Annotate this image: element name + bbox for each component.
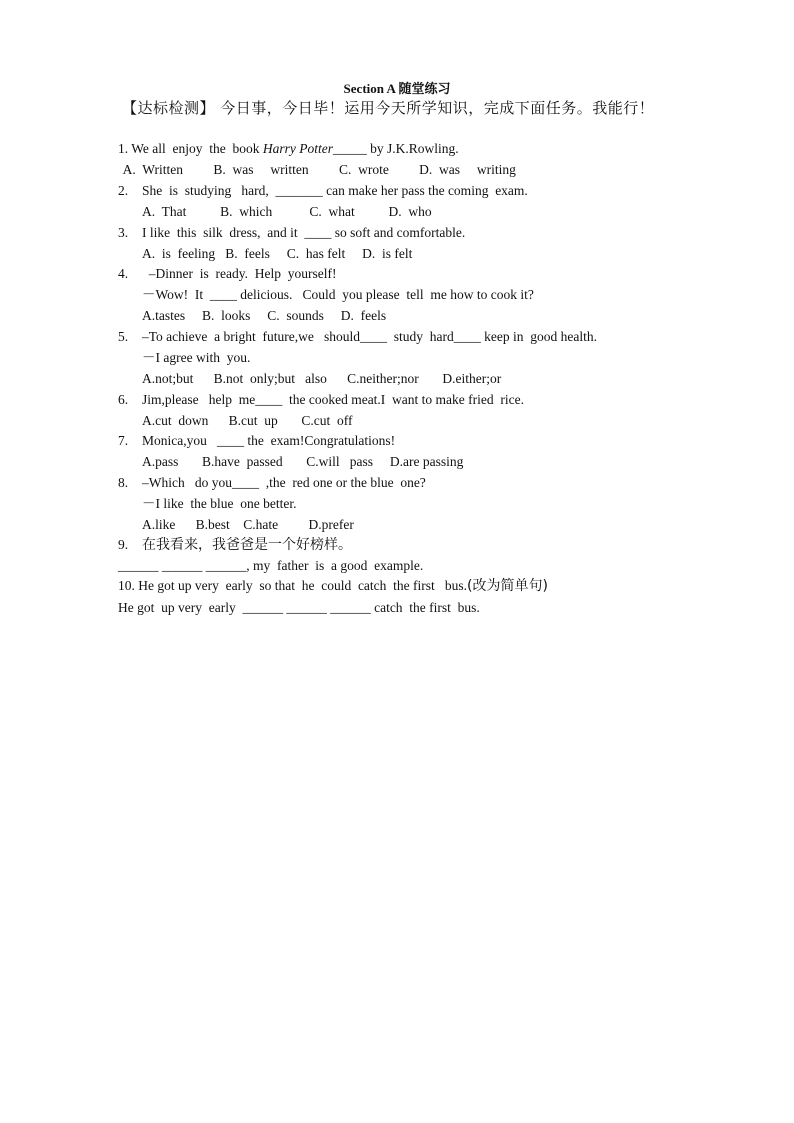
question-1-options: A. Written B. was written C. wrote D. was writing — [120, 162, 516, 177]
question-10 — [118, 577, 548, 595]
question-7-options: A.pass B.have passed C.will pass D.are passing — [142, 454, 464, 469]
question-5-options: A.not;but B.not only;but also C.neither;nor D.either;or — [142, 371, 502, 386]
question-5-reply: －I agree with you. — [142, 350, 251, 365]
question-10-answer-line: He got up very early ______ ______ ______ catch the first bus. — [118, 600, 480, 615]
question-10-instruction: (改为简单句) — [467, 578, 548, 594]
question-9-stem: 在我看来，我爸爸是一个好榜样。 — [142, 537, 352, 553]
page-title: Section A 随堂练习 — [343, 81, 451, 96]
question-4-reply: －Wow! It ____ delicious. Could you please tell me how to cook it? — [142, 287, 534, 302]
question-6-number: 6. — [118, 392, 129, 407]
question-2-stem: She is studying hard, _______ can make her pass the coming exam. — [142, 183, 528, 198]
question-4-stem: –Dinner is ready. Help yourself! — [142, 266, 337, 281]
question-8-options: A.like B.best C.hate D.prefer — [142, 517, 354, 532]
question-9-answer-line: ______ ______ ______, my father is a good example. — [118, 558, 424, 573]
question-6-options: A.cut down B.cut up C.cut off — [142, 413, 353, 428]
question-4-number: 4. — [118, 266, 129, 281]
question-7-stem: Monica,you ____ the exam!Congratulations! — [142, 433, 396, 448]
question-1-book-title: Harry Potter — [262, 141, 334, 156]
question-3-options: A. is feeling B. feels C. has felt D. is felt — [142, 246, 413, 261]
question-8-reply: －I like the blue one better. — [142, 496, 297, 511]
question-1-stem-post: _____ by J.K.Rowling. — [333, 141, 459, 156]
question-2-options: A. That B. which C. what D. who — [142, 204, 432, 219]
question-9-number: 9. — [118, 537, 129, 552]
question-8-number: 8. — [118, 475, 129, 490]
question-1 — [118, 140, 459, 158]
question-10-stem: 10. He got up very early so that he could catch the first bus. — [118, 578, 468, 593]
question-3-number: 3. — [118, 225, 129, 240]
question-7-number: 7. — [118, 433, 129, 448]
question-4-options: A.tastes B. looks C. sounds D. feels — [142, 308, 387, 323]
page-subtitle: 【达标检测】 今日事，今日毕！运用今天所学知识，完成下面任务。我能行！ — [122, 99, 655, 117]
question-2-number: 2. — [118, 183, 129, 198]
question-8-stem: –Which do you____ ,the red one or the blue one? — [142, 475, 426, 490]
question-6-stem: Jim,please help me____ the cooked meat.I want to make fried rice. — [142, 392, 524, 407]
question-5-stem: –To achieve a bright future,we should____ study hard____ keep in good health. — [142, 329, 597, 344]
question-1-stem-pre: 1. We all enjoy the book — [118, 141, 263, 156]
question-3-stem: I like this silk dress, and it ____ so soft and comfortable. — [142, 225, 466, 240]
question-5-number: 5. — [118, 329, 129, 344]
